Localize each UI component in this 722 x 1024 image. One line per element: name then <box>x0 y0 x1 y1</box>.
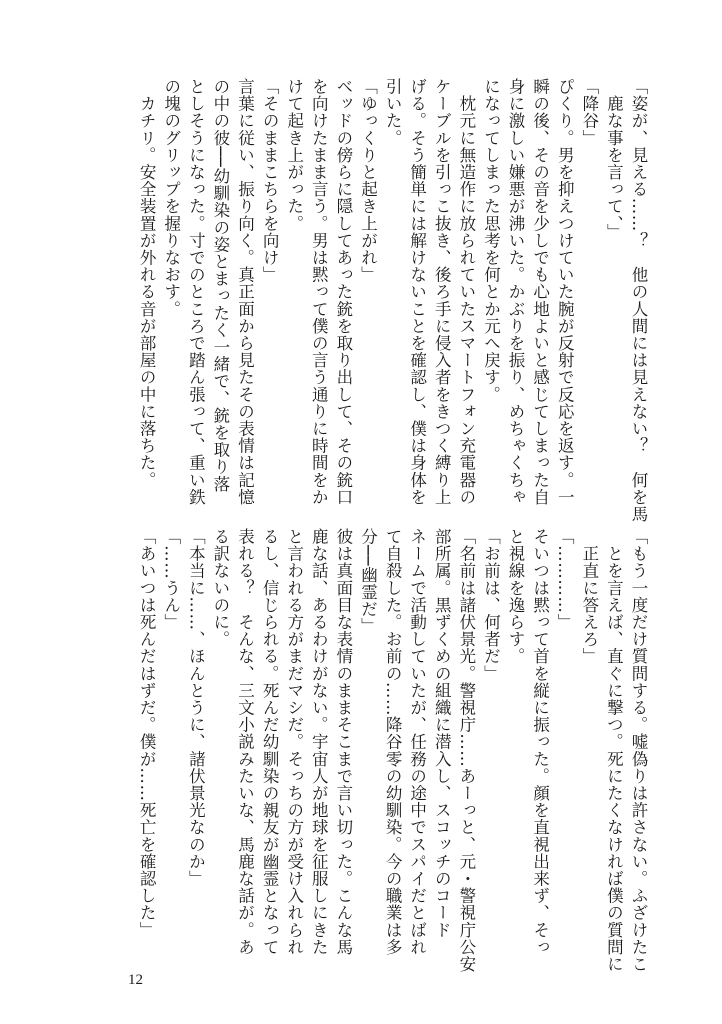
text-line: げる。そう簡単には解けないことを確認し、僕は身体を <box>407 78 427 506</box>
text-line: の塊のグリップを握りなおす。 <box>161 78 181 318</box>
text-line: 正直に答えろ」 <box>579 528 599 665</box>
text-line: 彼は真面目な表情のままそこまで言い切った。こんな馬 <box>333 528 353 956</box>
text-line: 「本当に……、ほんとうに、諸伏景光なのか」 <box>186 528 206 888</box>
text-line: 鹿な話、あるわけがない。宇宙人が地球を征服しにきた <box>309 528 329 956</box>
text-line: 「お前は、何者だ」 <box>481 528 501 682</box>
text-block-lower <box>70 528 650 973</box>
text-line: 「……うん」 <box>161 528 181 631</box>
text-line: 枕元に無造作に放られていたスマートフォン充電器の <box>456 78 476 506</box>
text-line: 分──幽霊だ」 <box>358 528 378 635</box>
text-line: ケーブルを引っこ抜き、後ろ手に侵入者をきつく縛り上 <box>432 78 452 506</box>
text-line: 部所属。黒ずくめの組織に潜入し、スコッチのコード <box>432 528 452 939</box>
text-line: ぴくり。男を抑えつけていた腕が反射で反応を返す。一 <box>555 78 575 506</box>
text-line: 「姿が、見える……？ 他の人間には見えない？ 何を馬 <box>629 78 648 523</box>
text-line: 「そのままこちらを向け」 <box>260 78 280 284</box>
text-line: ネームで活動していたが、任務の途中でスパイだとばれ <box>407 528 427 956</box>
text-line: と言われる方がまだマシだ。そっちの方が受け入れられ <box>284 528 304 956</box>
text-line: とを言えば、直ぐに撃つ。死にたくなければ僕の質問に <box>604 528 624 973</box>
text-line: 「…………」 <box>555 528 575 631</box>
text-line: 引いた。 <box>383 78 403 147</box>
text-line: としそうになった。寸でのところで踏ん張って、重い鉄 <box>186 78 206 506</box>
text-line: 表れる？ そんな、三文小説みたいな、馬鹿な話が。あ <box>235 528 255 956</box>
text-line: 「もう一度だけ質問する。嘘偽りは許さない。ふざけたこ <box>629 528 648 973</box>
text-line: を向けたまま言う。男は黙って僕の言う通りに時間をか <box>309 78 329 506</box>
text-line: 身に激しい嫌悪が沸いた。かぶりを振り、めちゃくちゃ <box>506 78 526 506</box>
text-line: そいつは黙って首を縦に振った。顔を直視出来ず、そっ <box>530 528 550 956</box>
text-line: ベッドの傍らに隠してあった銃を取り出して、その銃口 <box>333 78 353 506</box>
text-line: カチリ。安全装置が外れる音が部屋の中に落ちた。 <box>137 78 157 489</box>
text-line: るし、信じられる。死んだ幼馴染の親友が幽霊となって <box>260 528 280 956</box>
text-line: 「降谷」 <box>579 78 599 147</box>
text-line: 「ゆっくりと起き上がれ」 <box>358 78 378 284</box>
text-line: になってしまった思考を何とか元へ戻す。 <box>481 78 501 403</box>
text-line: 「あいつは死んだはずだ。僕が……死亡を確認した」 <box>137 528 157 939</box>
text-line: と視線を逸らす。 <box>506 528 526 665</box>
text-line: る訳ないのに。 <box>210 528 230 648</box>
text-line: 「名前は諸伏景光。警視庁……あーっと、元・警視庁公安 <box>456 528 476 973</box>
text-line: 言葉に従い、振り向く。真正面から見たその表情は記憶 <box>235 78 255 506</box>
text-line: の中の彼──幼馴染の姿とまったく一緒で、銃を取り落 <box>210 78 230 493</box>
text-line: 鹿な事を言って、」 <box>604 78 624 241</box>
text-line: て自殺した。お前の……降谷零の幼馴染。今の職業は多 <box>383 528 403 956</box>
text-block-upper <box>70 78 650 523</box>
text-line: 瞬の後、その音を少しでも心地よいと感じてしまった自 <box>530 78 550 506</box>
text-line: けて起き上がった。 <box>284 78 304 232</box>
page-number: 12 <box>128 972 143 988</box>
